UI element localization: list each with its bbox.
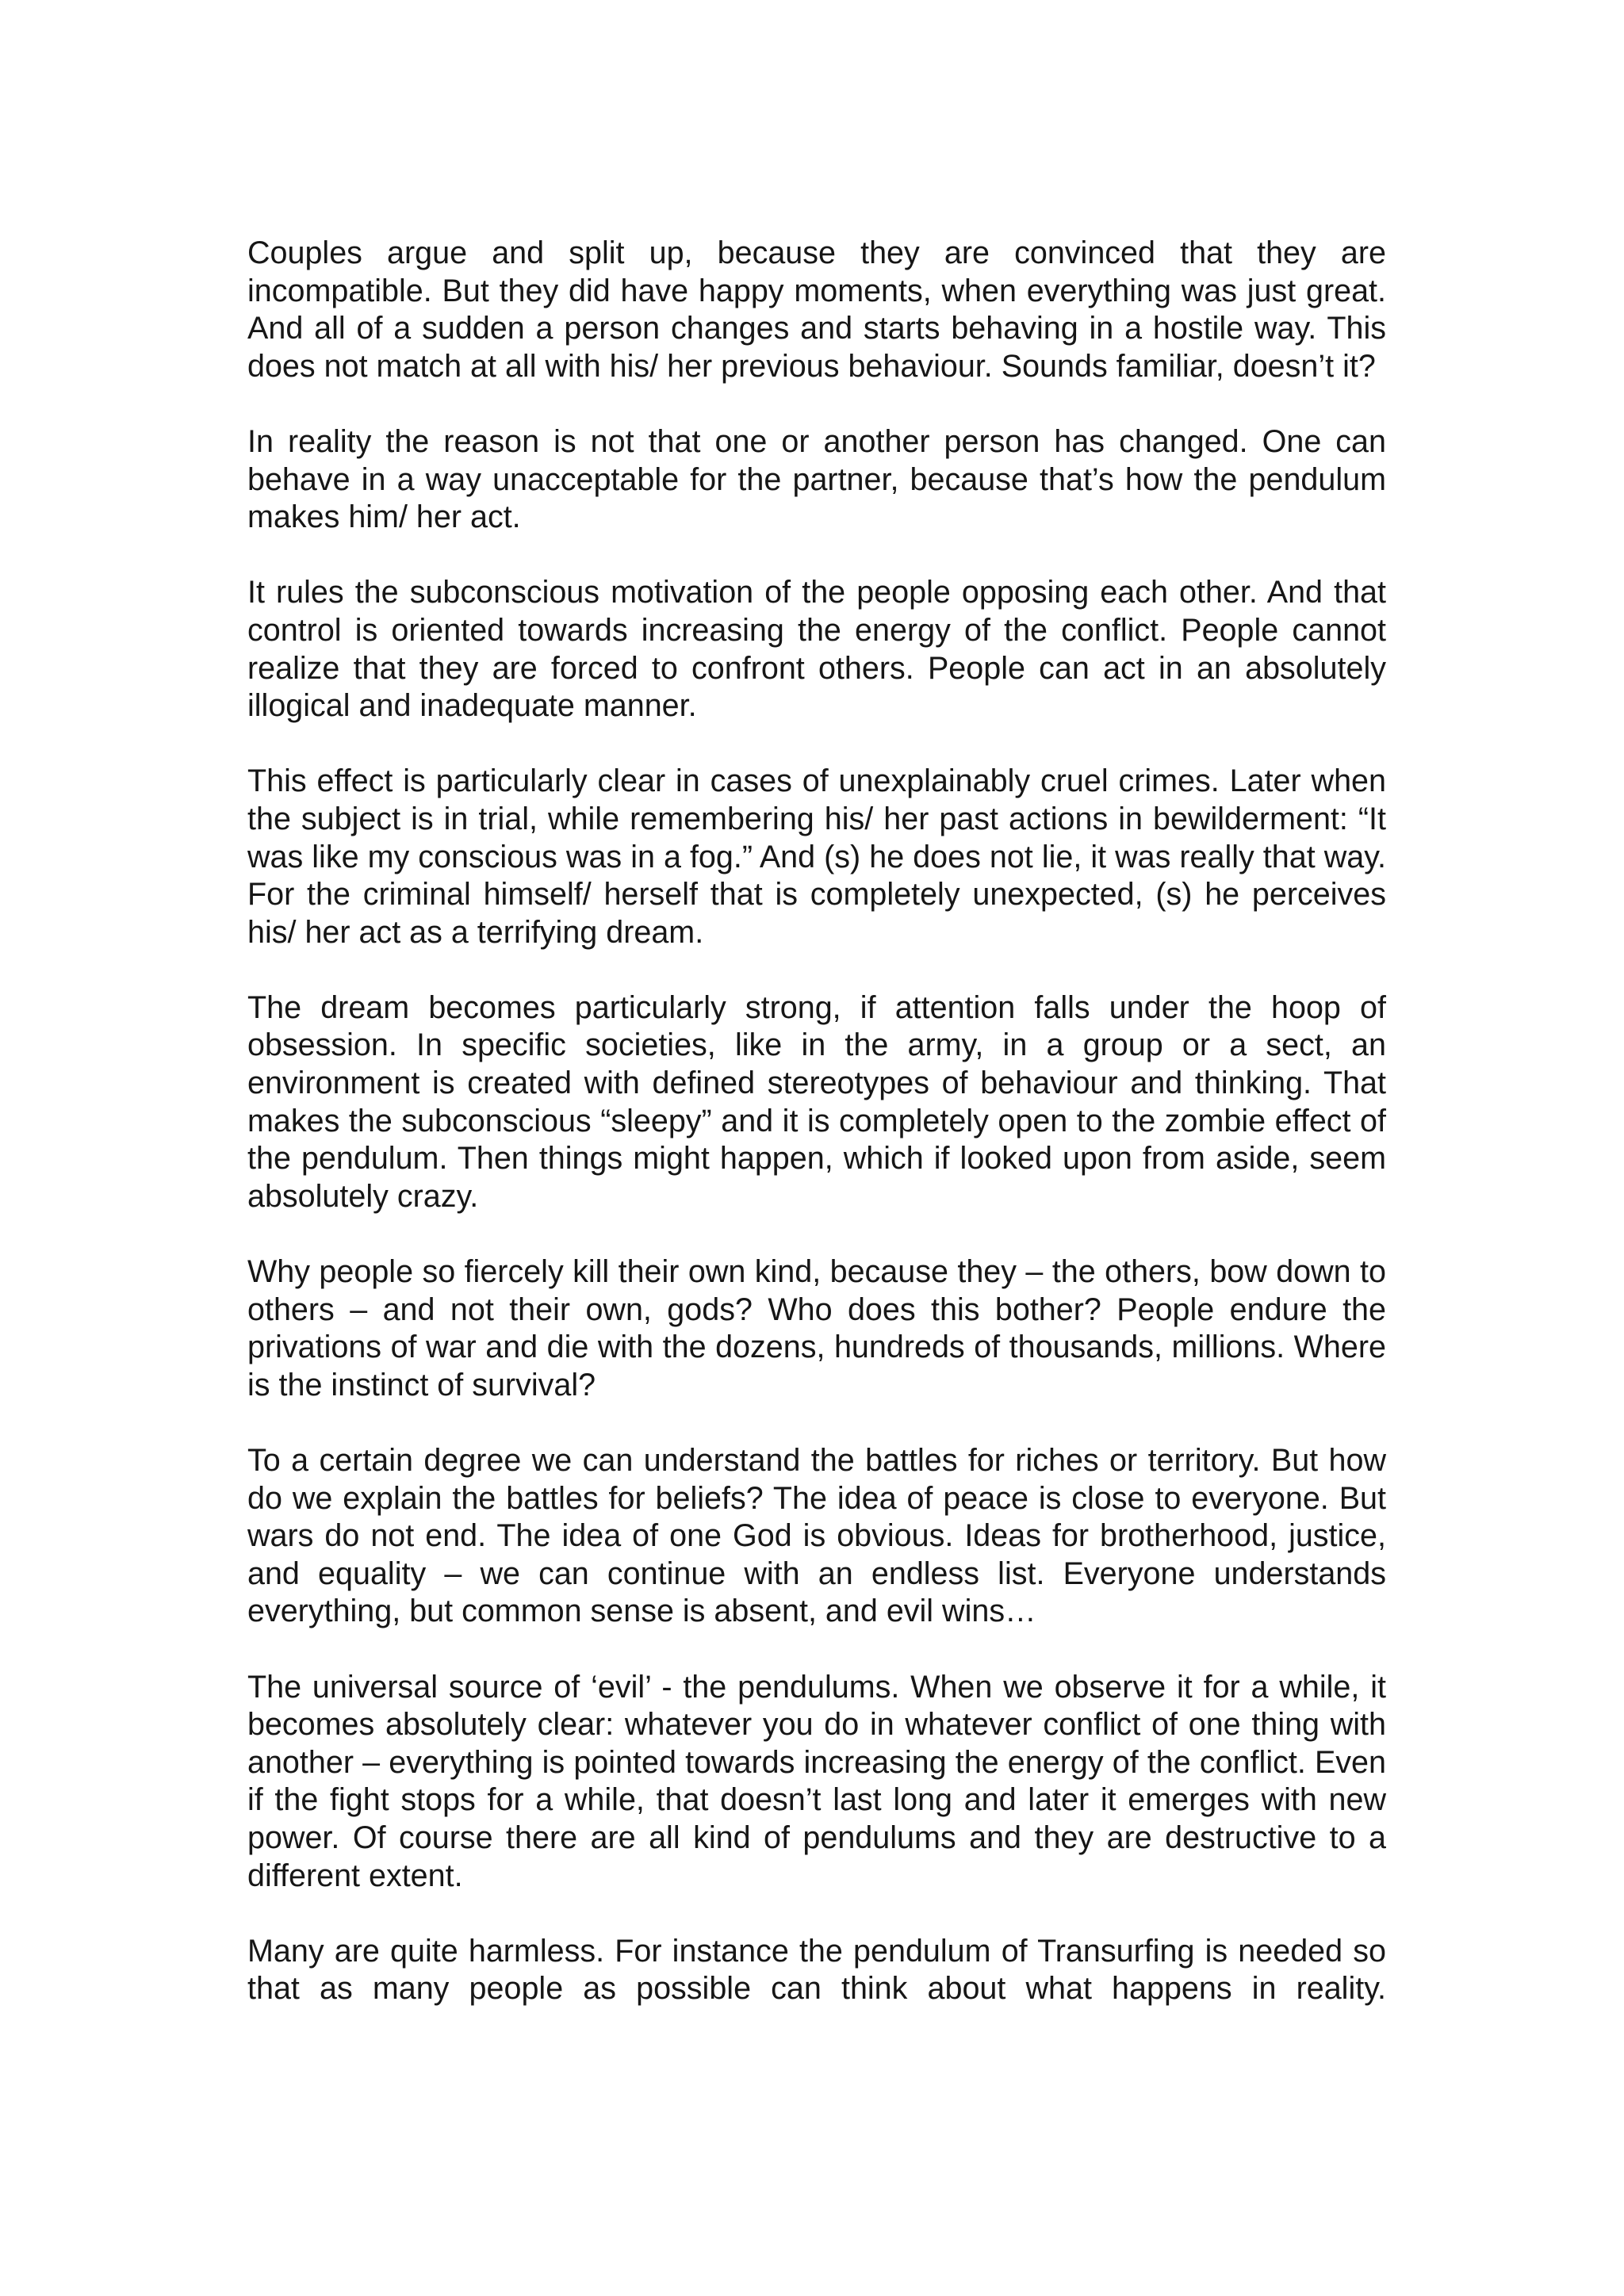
paragraph-3: It rules the subconscious motivation of the people opposing each other. And that control is oriented towards increasing the energy of the conflict. People cannot realize that they are forced to confront others. People can act in an absolutely illogical and inadequate manner. <box>247 575 1386 724</box>
paragraph-6: Why people so fiercely kill their own kind, because they – the others, bow down to others – and not their own, gods? Who does this bother? People endure the privations of war and die with the dozens, hundreds of thousands, millions. Where is the instinct of survival? <box>247 1254 1386 1402</box>
paragraph-2: In reality the reason is not that one or another person has changed. One can behave in a way unacceptable for the partner, because that’s how the pendulum makes him/ her act. <box>247 423 1386 535</box>
paragraph-4: This effect is particularly clear in cases of unexplainably cruel crimes. Later when the subject is in trial, while remembering his/ her past actions in bewilderment: “It was like my conscious was in a fog.” And (s) he does not lie, it was really that way. For the criminal himself/ herself that is completely unexpected, (s) he perceives his/ her act as a terrifying dream. <box>247 763 1386 950</box>
paragraph-7: To a certain degree we can understand the battles for riches or territory. But how do we explain the battles for beliefs? The idea of peace is close to everyone. But wars do not end. The idea of one God is obvious. Ideas for brotherhood, justice, and equality – we can continue with an endless list. Everyone understands everything, but common sense is absent, and evil wins… <box>247 1443 1386 1629</box>
paragraph-5: The dream becomes particularly strong, if attention falls under the hoop of obsession. In specific societies, like in the army, in a group or a sect, an environment is created with defined stereotypes of behaviour and thinking. That makes the subconscious “sleepy” and it is completely open to the zombie effect of the pendulum. Then things might happen, which if looked upon from aside, seem absolutely crazy. <box>247 989 1386 1214</box>
paragraph-9: Many are quite harmless. For instance the pendulum of Transurfing is needed so that as many people as possible can think about what happens in reality. <box>247 1933 1386 2007</box>
paragraph-1: Couples argue and split up, because they are convinced that they are incompatible. But they did have happy moments, when everything was just great. And all of a sudden a person changes and starts behaving in a hostile way. This does not match at all with his/ her previous behaviour. Sounds familiar, doesn’t it? <box>247 235 1386 384</box>
body-text <box>247 235 1386 2008</box>
paragraph-8: The universal source of ‘evil’ - the pendulums. When we observe it for a while, it becomes absolutely clear: whatever you do in whatever conflict of one thing with another – everything is pointed towards increasing the energy of the conflict. Even if the fight stops for a while, that doesn’t last long and later it emerges with new power. Of course there are all kind of pendulums and they are destructive to a different extent. <box>247 1669 1386 1893</box>
